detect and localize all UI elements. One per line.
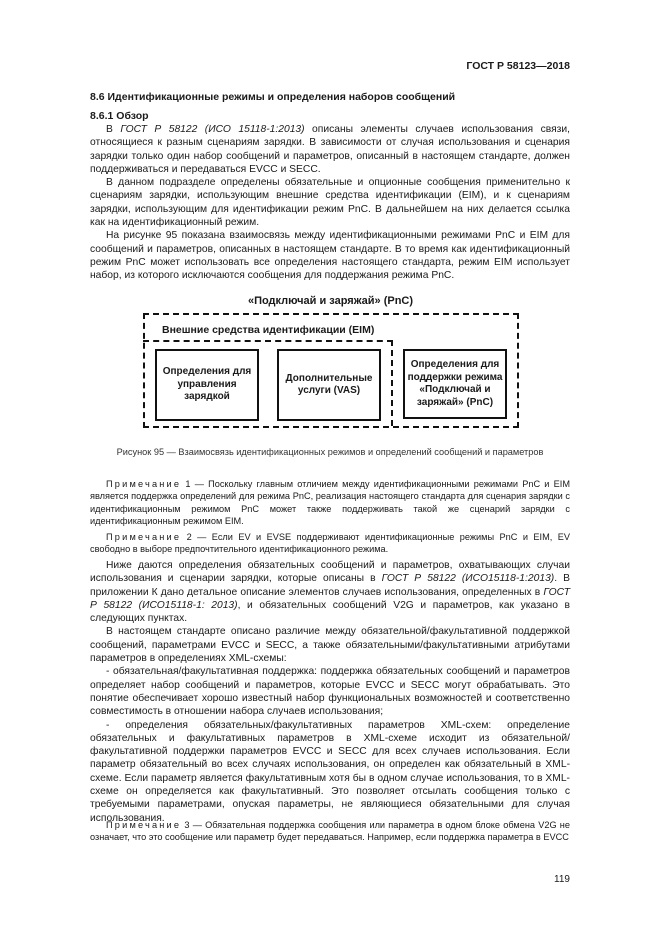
body-text [90,559,570,825]
figure-inner-label: Внешние средства идентификации (EIM) [162,324,375,336]
note-text: 1 — Поскольку главным отличием между идентификационными режимами PnC и EIM является поддержка определений для режима PnC, реализация настоящего стандарта для сценария зарядки с идентификационным режимом PnC может также поддерживать такой же сценарий зарядки с идентификационным режимом EIM. [90,479,570,526]
text: Ниже даются определения обязательных сообщений и параметров, охватывающих случаи использования и сценарии зарядки, которые описаны в [90,560,570,585]
paragraph: В настоящем стандарте описано различие между обязательной/факультативной поддержкой сообщений, параметрами EVCC и SECC, а также обязательными/факультативными атрибутами параметров в определениях XML-схемы: [90,626,570,665]
paragraph [90,123,570,176]
note-label: Примечание [106,532,182,542]
box-vas: Дополнительные услуги (VAS) [277,349,381,421]
intro-text [90,123,570,283]
paragraph [90,559,570,625]
figure-outer-label: «Подключай и заряжай» (PnC) [247,295,414,307]
text: . В приложении К дано детальное описание элементов случаев использования, определенных в [90,573,570,598]
note-text: 2 — Если EV и EVSE поддерживают идентификационные режимы PnC и EIM, EV свободно в выборе предпочтительного идентификационного режима. [90,532,570,555]
subsection-title: 8.6.1 Обзор [90,110,149,122]
note-text: 3 — Обязательная поддержка сообщения или параметра в одном блоке обмена V2G не означает, что это сообщение или параметр будет передаваться. Например, если поддержка параметра в EVCC [90,820,570,843]
reference: ГОСТ Р 58122 (ИСО 15118-1:2013) [120,124,305,135]
text: описаны элементы случаев использования связи, относящиеся к разным сценариям зарядки. В зависимости от случая использования и сценария зарядки только один набор сообщений и параметров, описанный в настоящем стандарте, должен поддерживаться и передаваться EVCC и SECC. [90,124,570,175]
note-1 [90,478,570,527]
text: , и обязательных сообщений V2G и параметров, как указано в следующих пунктах. [90,599,570,625]
box-pnc-support: Определения для поддержки режима «Подключай и заряжай» (PnC) [403,349,507,419]
note-2 [90,531,570,556]
page-number: 119 [554,874,570,885]
box-charging-control: Определения для управления зарядкой [155,349,259,421]
note-3 [90,819,570,844]
paragraph: В данном подразделе определены обязательные и опционные сообщения применительно к сценариям зарядки, использующим внешние средства идентификации (EIM), и к сценариям зарядки, использующим для идентификации режим PnC. В дальнейшем на них делается ссылка как на идентификационный режим. [90,177,570,229]
standard-header: ГОСТ Р 58123—2018 [466,60,570,72]
list-item: - обязательная/факультативная поддержка: поддержка обязательных сообщений и параметров определяет набор сообщений и параметров, которые EVCC и SECC могут обрабатывать. Это понятие обеспечивает хорошо известный набор функциональных возможностей и соответственно совместимость в отношении набора случаев использования; [90,666,570,718]
reference: ГОСТ Р 58122 (ИСО15118-1: 2013) [90,586,570,611]
note-label: Примечание [106,479,182,489]
reference: ГОСТ Р 58122 (ИСО15118-1:2013) [381,573,555,585]
figure-caption: Рисунок 95 — Взаимосвязь идентификационных режимов и определений сообщений и параметров [116,447,544,457]
paragraph: На рисунке 95 показана взаимосвязь между идентификационными режимами PnC и EIM для сообщений и параметров, описанных в настоящем стандарте. В то время как идентификационный режим PnC может использовать все определения настоящего стандарта, режим EIM использует набор, из которого исключаются сообщения для поддержания режима PnC. [90,230,570,282]
text: В [106,124,121,135]
note-label: Примечание [106,820,182,830]
section-title: 8.6 Идентификационные режимы и определения наборов сообщений [90,91,456,103]
list-item: - определения обязательных/факультативных параметров XML-схем: определение обязательных и факультативных параметров в XML-схеме исходит из обязательной/факультативной поддержки параметров EVCC и SECC для всех случаев использования. Если параметр обязательный во всех случаях использования, он определен как обязательный в XML-схеме. Если параметр является факультативным хотя бы в одном случае использования, то в XML-схеме он определяется как факультативный. Это позволяет отсылать сообщения только с требуемыми параметрами, опуская параметры, не являющиеся обязательными для случая использования. [90,719,570,824]
